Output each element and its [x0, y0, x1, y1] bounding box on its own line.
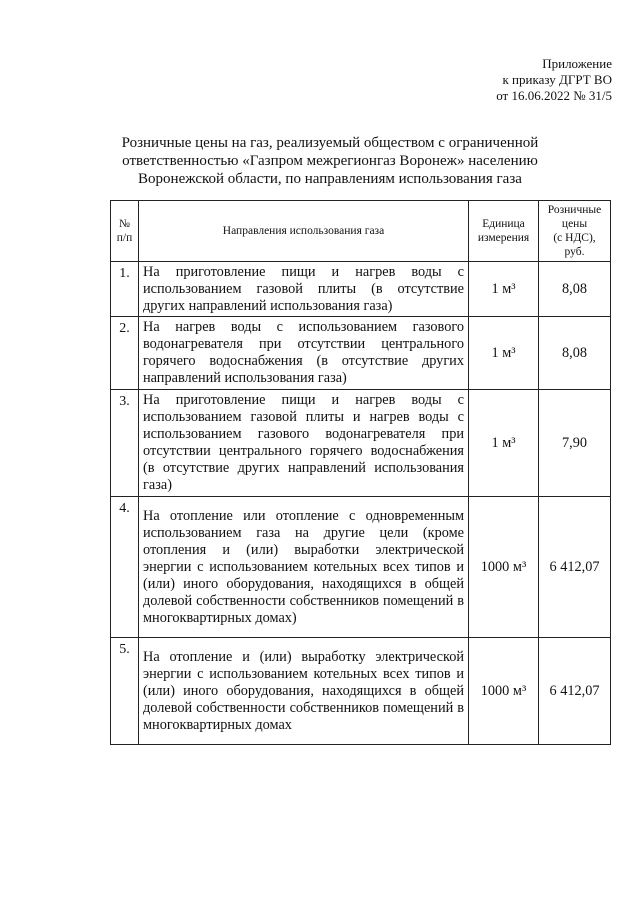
- header-num-line2: п/п: [116, 232, 133, 244]
- header-price-line1: Розничные: [547, 204, 602, 216]
- row-price: 6 412,07: [539, 638, 611, 745]
- table-row: [111, 497, 611, 638]
- table-row: [111, 317, 611, 390]
- annex-label: Приложение: [542, 56, 612, 71]
- row-direction: На отопление и (или) выработку электрической энергии с использованием котельных всех типов и (или) иного оборудования, находящихся в общей долевой собственности собственников помещений в многоквартирных домах: [139, 638, 469, 745]
- row-direction: На нагрев воды с использованием газового водонагревателя при отсутствии центрального горячего водоснабжения (в отсутствие других направлений использования газа): [139, 317, 469, 390]
- row-unit: 1000 м³: [469, 638, 539, 745]
- table-row: [111, 638, 611, 745]
- header-price-line3: (с НДС),: [553, 232, 596, 244]
- header-price: [539, 201, 611, 262]
- title-line-2: ответственностью «Газпром межрегионгаз Воронеж» населению: [122, 153, 538, 169]
- header-num: [111, 201, 139, 262]
- header-price-line2: цены: [561, 218, 588, 230]
- header-price-line4: руб.: [564, 246, 585, 258]
- row-price: 6 412,07: [539, 497, 611, 638]
- table-header-row: [111, 201, 611, 262]
- header-unit-line1: Единица: [482, 218, 525, 230]
- annex-order-date: от 16.06.2022 № 31/5: [496, 88, 612, 103]
- document-title: [90, 134, 570, 188]
- row-num: 4.: [111, 497, 139, 638]
- row-direction: На приготовление пищи и нагрев воды с использованием газовой плиты и нагрев воды с использованием газового водонагревателя при отсутствии центрального горячего водоснабжения (в отсутствие других направлений использования газа): [139, 390, 469, 497]
- annex-order-ref: к приказу ДГРТ ВО: [502, 72, 612, 87]
- row-direction: На приготовление пищи и нагрев воды с использованием газовой плиты (в отсутствие других направлений использования газа): [139, 262, 469, 317]
- row-unit: 1 м³: [469, 390, 539, 497]
- header-unit: [469, 201, 539, 262]
- row-num: 3.: [111, 390, 139, 497]
- row-num: 2.: [111, 317, 139, 390]
- table-row: [111, 390, 611, 497]
- header-num-line1: №: [119, 218, 130, 230]
- row-unit: 1 м³: [469, 262, 539, 317]
- row-num: 1.: [111, 262, 139, 317]
- gas-prices-table: [110, 200, 611, 745]
- title-line-1: Розничные цены на газ, реализуемый обществом с ограниченной: [121, 135, 539, 151]
- row-direction: На отопление или отопление с одновременным использованием газа на другие цели (кроме отопления и (или) выработки электрической энергии с использованием котельных всех типов и (или) иного оборудования, находящихся в общей долевой собственности собственников помещений в многоквартирных домах): [139, 497, 469, 638]
- header-unit-line2: измерения: [477, 232, 530, 244]
- row-unit: 1000 м³: [469, 497, 539, 638]
- row-price: 7,90: [539, 390, 611, 497]
- row-unit: 1 м³: [469, 317, 539, 390]
- row-num: 5.: [111, 638, 139, 745]
- row-price: 8,08: [539, 317, 611, 390]
- row-price: 8,08: [539, 262, 611, 317]
- header-direction: Направления использования газа: [139, 201, 469, 262]
- title-line-3: Воронежской области, по направлениям использования газа: [138, 171, 522, 187]
- table-row: [111, 262, 611, 317]
- annex-block: [496, 56, 612, 104]
